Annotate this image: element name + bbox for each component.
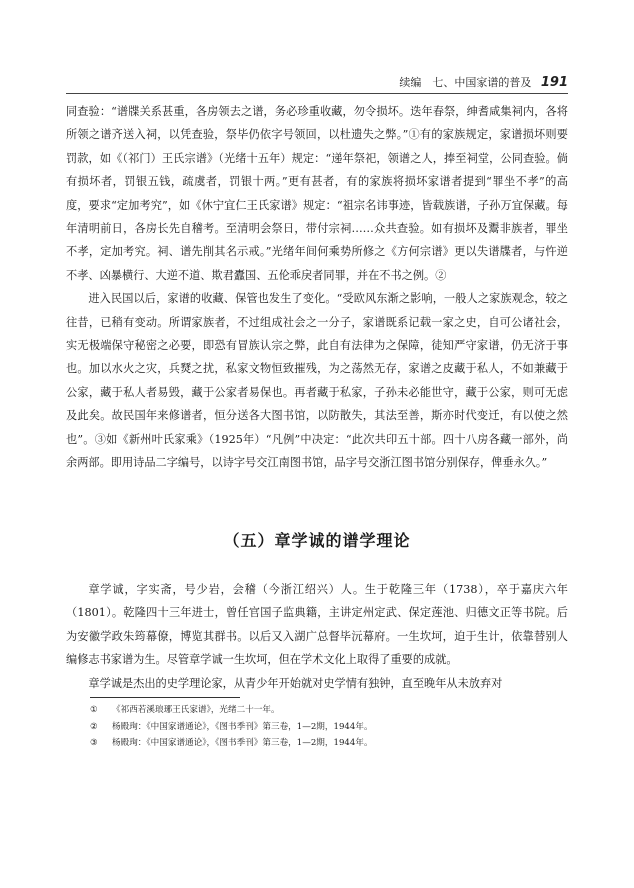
footnote-marker: ② bbox=[90, 721, 98, 732]
section-paragraph-1: 章学诚，字实斋，号少岩，会稽（今浙江绍兴）人。生于乾隆三年（1738），卒于嘉庆六年（1801）。乾隆四十三年进士，曾任官国子监典籍，主讲定州定武、保定莲池、归德文正等书院。后为安徽学政朱筠幕僚，博览其群书。以后又入湖广总督毕沅幕府。一生坎坷，迫于生计，依靠替别人编修志书家谱为生。尽管章学诚一生坎坷，但在学术文化上取得了重要的成就。 bbox=[66, 583, 568, 667]
page-number: 191 bbox=[540, 75, 568, 90]
footnote-text: 《祁西若溪琅琊王氏家谱》，光绪二十一年。 bbox=[112, 705, 280, 715]
header-rule bbox=[66, 93, 568, 94]
running-header bbox=[399, 74, 568, 90]
footnote-text: 杨殿珣：《中国家谱通论》，《图书季刊》第三卷，1—2期，1944年。 bbox=[112, 738, 373, 748]
header-chapter-title: 续编 七、中国家谱的普及 bbox=[399, 76, 532, 89]
footnote-marker: ① bbox=[90, 705, 98, 715]
body-text bbox=[66, 100, 568, 475]
footnote-2 bbox=[90, 719, 570, 736]
footnote-3 bbox=[90, 735, 570, 752]
section-heading: （五）章学诚的谱学理论 bbox=[223, 531, 411, 550]
section-body bbox=[66, 578, 568, 695]
footnote-1 bbox=[90, 702, 570, 719]
footnote-rule bbox=[90, 697, 240, 698]
footnote-marker: ③ bbox=[90, 738, 98, 748]
footnotes bbox=[90, 702, 570, 752]
section-paragraph-2: 章学诚是杰出的史学理论家，从青少年开始就对史学情有独钟，直至晚年从未放弃对 bbox=[88, 676, 503, 690]
paragraph-2: 进入民国以后，家谱的收藏、保管也发生了变化。“受欧风东渐之影响，一般人之家族观念，较之往昔，已稍有变动。所谓家族者，不过组成社会之一分子，家谱既系记载一家之史，自可公诸社会，实无极端保守秘密之必要，即恐有冒族认宗之弊，此自有法律为之保障，徒知严守家谱，仍无济于事也。加以水火之灾，兵燹之扰，私家文物恒致摧残，为之荡然无存，家谱之皮藏于私人，不如兼藏于公家，藏于私人者易毁，藏于公家者易保也。再者藏于私家，子孙未必能世守，藏于公家，则可无虑及此矣。故民国年来修谱者，恒分送各大图书馆，以防散失，其法至善，斯亦时代变迁，有以使之然也”。③如《新州叶氏家乘》（1925年）“凡例”中决定：“此次共印五十部。四十八房各藏一部外，尚余两部。即用诗品二字编号，以诗字号交江南图书馆，品字号交浙江图书馆分别保存，俾垂永久。” bbox=[66, 292, 568, 470]
footnote-text: 杨殿珣：《中国家谱通论》，《图书季刊》第三卷，1—2期，1944年。 bbox=[112, 721, 373, 732]
paragraph-1: 同查验：“谱牒关系甚重，各房领去之谱，务必珍重收藏，勿令损坏。迭年春祭，绅耆咸集祠内，各将所领之谱齐送入祠，以凭查验，祭毕仍依字号领回，以杜遗失之弊。”①有的家族规定，家谱损坏则要罚款，如《（祁门）王氏宗谱》（光绪十五年）规定：“递年祭祀，领谱之人，捧至祠堂，公同查验。倘有损坏者，罚银五钱，疏虞者，罚银十两。”更有甚者，有的家族将损坏家谱者提到“罪坐不孝”的高度，要求“定加考究”，如《休宁宜仁王氏家谱》规定：“祖宗名讳事迹，皆载族谱，子孙万宜保藏。每年清明前日，各房长先自稽考。至清明会祭日，带付宗祠……众共查验。如有损坏及鬻非族者，罪坐不孝，定加考究。祠、谱先削其名示戒。”光绪年间何乘势所修之《方何宗谱》更以失谱牒者，与忤逆不孝、凶暴横行、大逆不道、欺君蠹国、五伦乖戾者同罪，并在不书之例。② bbox=[66, 105, 568, 282]
